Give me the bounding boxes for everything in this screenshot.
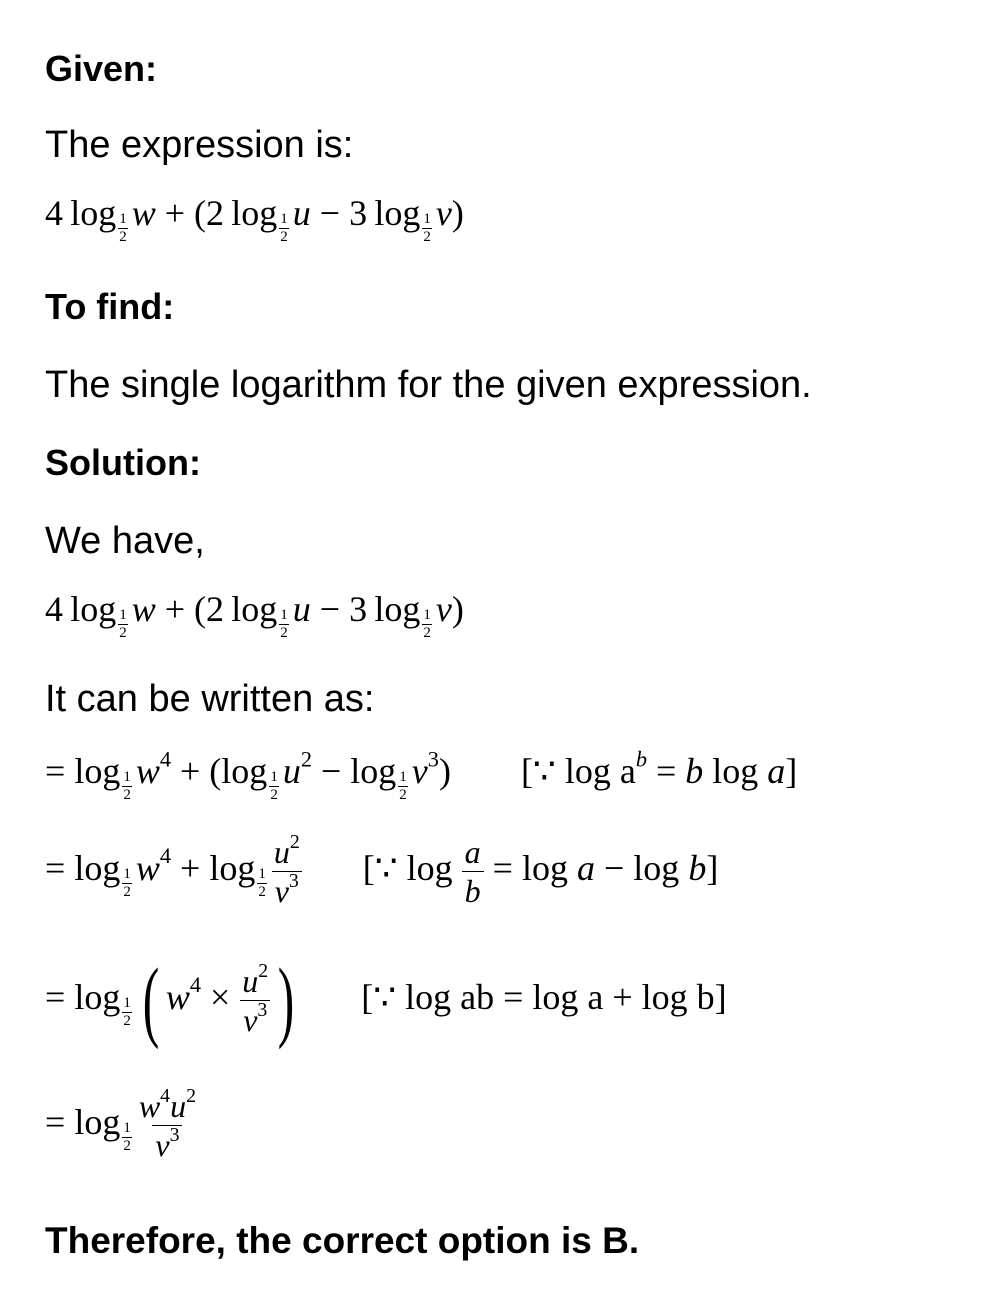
to-find-heading: To find: — [45, 286, 175, 327]
log-base-fraction — [118, 212, 128, 245]
base-num: 1 — [119, 211, 127, 228]
rule-power: [∵ $\log a^b = b$ log a] — [520, 746, 798, 791]
base-den: 2 — [123, 884, 131, 900]
var-w: w — [165, 976, 190, 1017]
base-num: 1 — [423, 211, 431, 228]
base-den: 2 — [280, 625, 288, 642]
rule-quotient: [∵ log $\frac{a}{b}$ = log a − log b] — [362, 834, 719, 909]
var-w: w — [135, 751, 160, 791]
var-w: w — [135, 847, 160, 888]
var-w: w — [138, 1088, 161, 1124]
fraction-u2-v3 — [239, 960, 271, 1038]
var-u: u — [292, 589, 311, 629]
base-den: 2 — [258, 884, 266, 900]
exp: 2 — [300, 746, 312, 772]
var-a: a — [576, 847, 595, 888]
base-den: 2 — [123, 787, 131, 804]
base-den: 2 — [270, 787, 278, 804]
step-3: = log $\frac{1}{2}$ ( $w^4$ × $\frac{u^2}{v^3}$ ) [∵ log ab = log a + log b] — [45, 951, 727, 1050]
step-2: = log $\frac{1}{2}$ $w^4 + \log$ $\frac{1}{2}$ $\frac{u^2}{v^3}$ [∵ log $\frac{a}{b}$ = log a − log b] — [45, 831, 719, 909]
var-w: w — [131, 589, 156, 629]
to-find-body: The single logarithm for the given expression. — [45, 364, 812, 406]
log: log — [70, 589, 117, 629]
base-num: 1 — [123, 995, 131, 1011]
log-base-fraction — [122, 770, 132, 803]
exp: 4 — [159, 746, 171, 772]
base-num: 1 — [119, 607, 127, 624]
var-v: v — [411, 751, 428, 791]
var-u: u — [242, 963, 259, 999]
exp: 4 — [159, 843, 171, 869]
var-b: b — [464, 873, 481, 909]
exp: 4 — [160, 1085, 171, 1108]
exp: 2 — [258, 960, 269, 983]
exp: 2 — [289, 831, 300, 854]
right-paren-large: ) — [277, 951, 295, 1050]
log: log — [209, 847, 256, 888]
fraction-u2-v3 — [271, 831, 303, 909]
base-num: 1 — [399, 769, 407, 786]
log-base-fraction — [257, 867, 267, 900]
var-u: u — [292, 193, 311, 233]
var-a: a — [767, 751, 786, 791]
log-base-fraction — [122, 996, 132, 1029]
coef: 2 — [206, 193, 225, 233]
fraction-a-b — [462, 836, 484, 907]
var-u: u — [273, 834, 290, 870]
base-num: 1 — [423, 607, 431, 624]
log-base-fraction — [279, 212, 289, 245]
rule-quotient-prefix: [∵ log — [362, 847, 453, 888]
var-v: v — [274, 873, 289, 909]
log: log — [374, 589, 421, 629]
base-den: 2 — [123, 1138, 131, 1154]
var-b: b — [688, 847, 707, 888]
var-v: v — [435, 193, 452, 233]
exp: 4 — [189, 972, 201, 998]
var-u: u — [170, 1088, 187, 1124]
base-num: 1 — [123, 866, 131, 882]
base-num: 1 — [258, 866, 266, 882]
we-have-text: We have, — [45, 520, 205, 562]
exp: 3 — [427, 746, 439, 772]
coef: 3 — [349, 589, 368, 629]
log: log — [350, 751, 397, 791]
base-num: 1 — [270, 769, 278, 786]
left-paren-large: ( — [142, 951, 160, 1050]
base-num: 1 — [123, 1120, 131, 1136]
base-den: 2 — [119, 229, 127, 246]
fraction-w4u2-v3 — [136, 1085, 199, 1163]
log-base-fraction — [422, 212, 432, 245]
var-b: b — [685, 751, 704, 791]
written-as-text: It can be written as: — [45, 678, 375, 720]
base-den: 2 — [399, 787, 407, 804]
base-den: 2 — [423, 625, 431, 642]
log: log — [70, 193, 117, 233]
base-num: 1 — [123, 769, 131, 786]
given-heading: Given: — [45, 48, 158, 89]
step-1: = log $\frac{1}{2}$ $w^4 + (\log$ $\frac{1}{2}$ $u^2 - \log$ $\frac{1}{2}$ $v^3$) [∵ $\log a^b = b$ log a] — [45, 746, 798, 804]
log: log — [74, 847, 121, 888]
base-den: 2 — [280, 229, 288, 246]
coef: 4 — [45, 589, 63, 629]
coef: 2 — [206, 589, 225, 629]
exp: 2 — [186, 1085, 197, 1108]
var-b: b — [635, 746, 647, 772]
step-4: = log $\frac{1}{2}$ $\frac{w^4u^2}{v^3}$ — [45, 1090, 199, 1161]
var-v: v — [243, 1002, 258, 1038]
exp: 3 — [169, 1124, 180, 1147]
rule-power-prefix: [∵ log a — [520, 751, 636, 791]
base-num: 1 — [280, 607, 288, 624]
solution-heading: Solution: — [45, 442, 201, 483]
var-a: a — [464, 834, 481, 870]
coef: 4 — [45, 193, 63, 233]
conclusion: Therefore, the correct option is B. — [45, 1220, 640, 1261]
var-u: u — [282, 751, 301, 791]
log: log — [521, 847, 568, 888]
log: log — [712, 751, 759, 791]
log: log — [374, 193, 421, 233]
log-base-fraction — [122, 867, 132, 900]
var-v: v — [155, 1127, 170, 1163]
log-base-fraction — [269, 770, 279, 803]
base-num: 1 — [280, 211, 288, 228]
log-base-fraction — [118, 608, 128, 641]
log: log — [74, 751, 121, 791]
exp: 3 — [288, 870, 299, 893]
log-base-fraction — [398, 770, 408, 803]
log-base-fraction — [122, 1121, 132, 1154]
rule-product: [∵ log ab = log a + log b] — [361, 976, 727, 1017]
log: log — [221, 751, 268, 791]
log: log — [231, 193, 278, 233]
var-v: v — [435, 589, 452, 629]
var-w: w — [131, 193, 156, 233]
log: log — [74, 1101, 121, 1142]
exp: 3 — [257, 999, 268, 1022]
given-expression: 4 log $\frac{1}{2}$ w + (2 log $\frac{1}{2}$ u − 3 log $\frac{1}{2}$ v) — [45, 193, 464, 246]
log: log — [633, 847, 680, 888]
log-base-fraction — [422, 608, 432, 641]
log-base-fraction — [279, 608, 289, 641]
coef: 3 — [349, 193, 368, 233]
log: log — [74, 976, 121, 1017]
base-den: 2 — [123, 1013, 131, 1029]
expression-intro: The expression is: — [45, 124, 354, 166]
restated-expression: 4 log $\frac{1}{2}$ w + (2 log $\frac{1}{2}$ u − 3 log $\frac{1}{2}$ v) — [45, 589, 464, 642]
base-den: 2 — [423, 229, 431, 246]
log: log — [231, 589, 278, 629]
base-den: 2 — [119, 625, 127, 642]
